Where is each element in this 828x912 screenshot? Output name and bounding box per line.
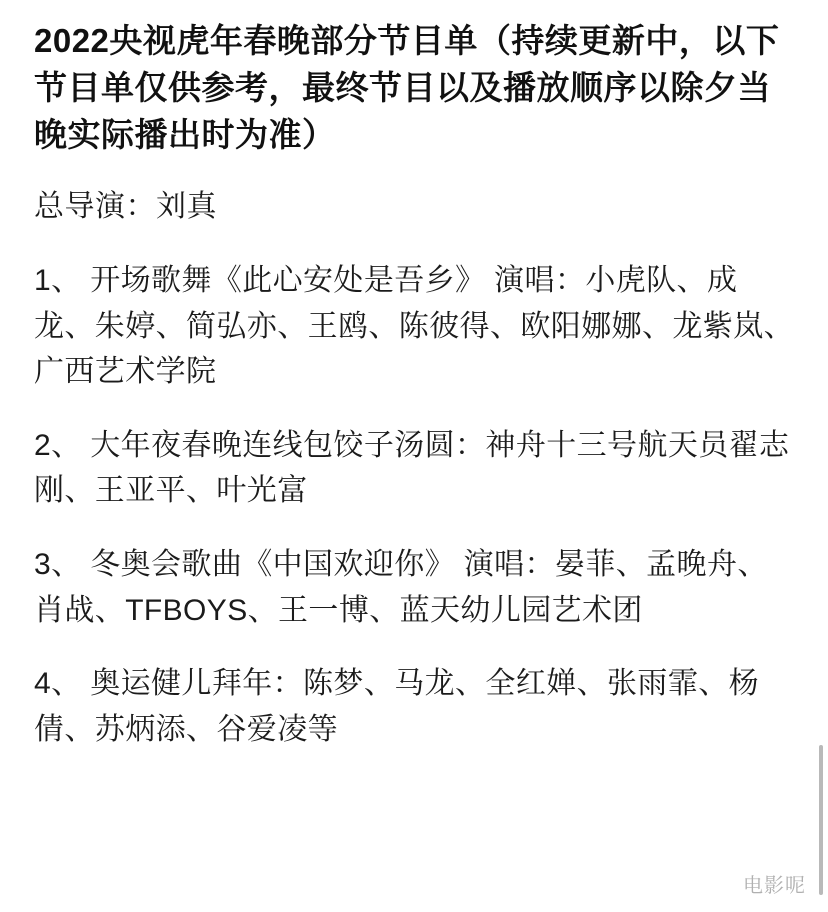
director-credit: 总导演：刘真: [34, 189, 217, 223]
program-list: [34, 258, 794, 752]
watermark: 电影呢: [743, 875, 806, 897]
page-title: 2022央视虎年春晚部分节目单（持续更新中，以下节目单仅供参考，最终节目以及播放顺序以除夕当晚实际播出时为准）: [34, 22, 780, 153]
list-item: 4、 奥运健儿拜年：陈梦、马龙、全红婵、张雨霏、杨倩、苏炳添、谷爱凌等: [34, 667, 760, 746]
list-item: 1、 开场歌舞《此心安处是吾乡》 演唱：小虎队、成龙、朱婷、简弘亦、王鸥、陈彼得、欧阳娜娜、龙紫岚、广西艺术学院: [34, 264, 794, 389]
scrollbar-thumb[interactable]: [819, 745, 823, 895]
list-item: 2、 大年夜春晚连线包饺子汤圆：神舟十三号航天员翟志刚、王亚平、叶光富: [34, 428, 790, 508]
list-item: 3、 冬奥会歌曲《中国欢迎你》 演唱：晏菲、孟晚舟、肖战、TFBOYS、王一博、蓝天幼儿园艺术团: [34, 548, 768, 627]
